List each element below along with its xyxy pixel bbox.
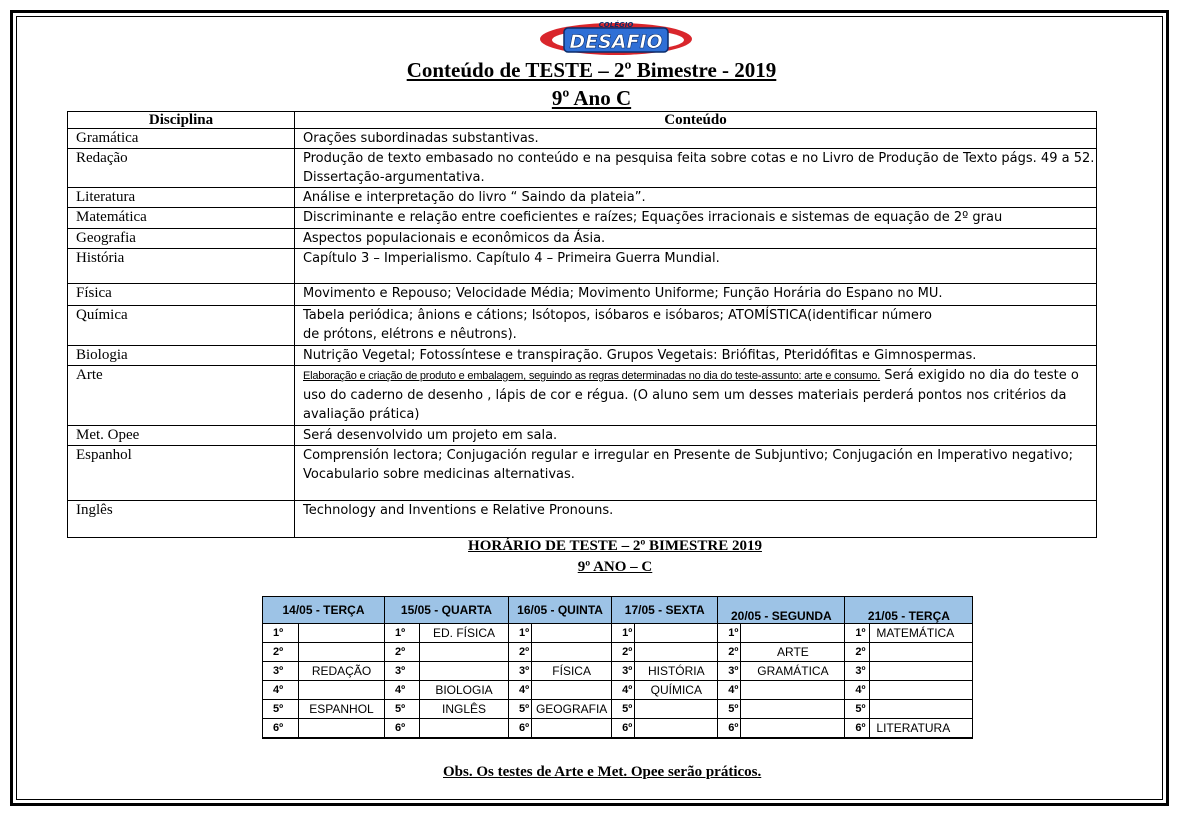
school-logo xyxy=(538,17,694,57)
content-line: de prótons, elétrons e nêutrons). xyxy=(303,327,517,342)
period-cell: 6º xyxy=(509,719,532,739)
content-cell: Análise e interpretação do livro “ Saindo da plateia”. xyxy=(295,188,1097,208)
period-cell: 1º xyxy=(845,624,870,643)
subject-cell: Biologia xyxy=(68,346,295,366)
content-line: Tabela periódica; ânions e cátions; Isótopos, isóbaros e isóbaros; ATOMÍSTICA(identificar número xyxy=(303,308,932,323)
content-cell: Comprensión lectora; Conjugación regular e irregular en Presente de Subjuntivo; Conjugación en Imperativo negativo; Vocabulario sobre medicinas alternativas. xyxy=(295,446,1097,501)
period-cell: 3º xyxy=(845,662,870,681)
content-table xyxy=(67,111,1097,538)
subject-slot: INGLÊS xyxy=(420,700,509,719)
period-cell: 5º xyxy=(612,700,635,719)
subject-slot: FÍSICA xyxy=(532,662,612,681)
subject-slot xyxy=(420,719,509,739)
content-cell: Movimento e Repouso; Velocidade Média; Movimento Uniforme; Função Horária do Espano no MU. xyxy=(295,284,1097,306)
subject-cell: Redação xyxy=(68,149,295,188)
subject-slot xyxy=(870,681,973,700)
period-cell: 6º xyxy=(263,719,299,739)
content-cell: Será desenvolvido um projeto em sala. xyxy=(295,426,1097,446)
table-row xyxy=(68,306,1097,346)
subject-cell: Espanhol xyxy=(68,446,295,501)
content-cell xyxy=(295,366,1097,426)
period-cell: 4º xyxy=(263,681,299,700)
period-cell: 6º xyxy=(385,719,420,739)
header-disciplina: Disciplina xyxy=(68,112,295,129)
table-row xyxy=(263,681,973,700)
subject-slot: ARTE xyxy=(741,643,845,662)
day-header: 15/05 - QUARTA xyxy=(385,597,509,624)
subject-slot: HISTÓRIA xyxy=(635,662,718,681)
subject-slot: ED. FÍSICA xyxy=(420,624,509,643)
subject-slot: MATEMÁTICA xyxy=(870,624,973,643)
period-cell: 5º xyxy=(509,700,532,719)
subject-slot xyxy=(635,719,718,739)
subject-slot xyxy=(741,681,845,700)
logo-name: DESAFIO xyxy=(569,31,663,53)
subject-slot xyxy=(532,681,612,700)
subject-cell: Inglês xyxy=(68,501,295,538)
period-cell: 6º xyxy=(845,719,870,739)
content-cell: Produção de texto embasado no conteúdo e na pesquisa feita sobre cotas e no Livro de Produção de Texto págs. 49 a 52. Dissertação-argumentativa. xyxy=(295,149,1097,188)
table-row xyxy=(68,249,1097,284)
content-cell: Orações subordinadas substantivas. xyxy=(295,129,1097,149)
table-row xyxy=(68,346,1097,366)
day-header: 21/05 - TERÇA xyxy=(845,597,973,624)
content-cell: Technology and Inventions e Relative Pronouns. xyxy=(295,501,1097,538)
content-cell: Aspectos populacionais e econômicos da Ásia. xyxy=(295,229,1097,249)
schedule-class: 9º ANO – C xyxy=(577,559,653,575)
period-cell: 5º xyxy=(263,700,299,719)
subject-cell: História xyxy=(68,249,295,284)
content-underlined: Elaboração e criação de produto e embalagem, seguindo as regras determinadas no dia do teste-assunto: arte e consumo. xyxy=(303,370,881,382)
table-row xyxy=(263,643,973,662)
subject-slot xyxy=(870,643,973,662)
table-row xyxy=(68,426,1097,446)
subject-slot: BIOLOGIA xyxy=(420,681,509,700)
table-row xyxy=(68,446,1097,501)
table-row xyxy=(68,129,1097,149)
subject-slot xyxy=(741,719,845,739)
content-text: Será exigido no dia do teste o uso do caderno de desenho , lápis de cor e régua. (O aluno sem um desses materiais perderá pontos nos critérios da avaliação prática) xyxy=(303,368,1079,422)
subject-cell: Geografia xyxy=(68,229,295,249)
subject-slot xyxy=(299,681,385,700)
schedule-header-row xyxy=(263,597,973,624)
period-cell: 5º xyxy=(845,700,870,719)
subject-cell: Matemática xyxy=(68,208,295,229)
subject-slot xyxy=(870,700,973,719)
table-row xyxy=(263,624,973,643)
period-cell: 2º xyxy=(263,643,299,662)
schedule-body xyxy=(263,624,973,739)
period-cell: 6º xyxy=(612,719,635,739)
subject-slot: QUÍMICA xyxy=(635,681,718,700)
period-cell: 2º xyxy=(509,643,532,662)
period-cell: 4º xyxy=(845,681,870,700)
content-header-row xyxy=(68,112,1097,129)
subject-slot: GRAMÁTICA xyxy=(741,662,845,681)
period-cell: 2º xyxy=(385,643,420,662)
schedule-table xyxy=(262,596,973,739)
subject-slot xyxy=(635,700,718,719)
subject-slot xyxy=(299,643,385,662)
table-row xyxy=(263,662,973,681)
content-cell: Capítulo 3 – Imperialismo. Capítulo 4 – Primeira Guerra Mundial. xyxy=(295,249,1097,284)
subject-slot xyxy=(635,624,718,643)
period-cell: 3º xyxy=(612,662,635,681)
subject-slot xyxy=(870,662,973,681)
subject-slot xyxy=(299,719,385,739)
subject-slot xyxy=(741,624,845,643)
subject-cell: Física xyxy=(68,284,295,306)
subject-slot xyxy=(532,624,612,643)
table-row xyxy=(263,700,973,719)
subject-slot: LITERATURA xyxy=(870,719,973,739)
table-row xyxy=(68,284,1097,306)
period-cell: 1º xyxy=(509,624,532,643)
subject-slot xyxy=(635,643,718,662)
content-cell xyxy=(295,306,1097,346)
period-cell: 2º xyxy=(718,643,741,662)
day-header: 20/05 - SEGUNDA xyxy=(718,597,845,624)
table-row xyxy=(68,208,1097,229)
period-cell: 4º xyxy=(612,681,635,700)
period-cell: 1º xyxy=(263,624,299,643)
period-cell: 5º xyxy=(718,700,741,719)
content-cell: Nutrição Vegetal; Fotossíntese e transpiração. Grupos Vegetais: Briófitas, Pteridófitas e Gimnospermas. xyxy=(295,346,1097,366)
period-cell: 4º xyxy=(509,681,532,700)
period-cell: 3º xyxy=(718,662,741,681)
subject-slot xyxy=(420,643,509,662)
class-title: 9º Ano C xyxy=(551,86,632,110)
subject-cell: Química xyxy=(68,306,295,346)
period-cell: 3º xyxy=(509,662,532,681)
table-row xyxy=(68,366,1097,426)
period-cell: 5º xyxy=(385,700,420,719)
period-cell: 3º xyxy=(263,662,299,681)
period-cell: 4º xyxy=(718,681,741,700)
day-header: 16/05 - QUINTA xyxy=(509,597,612,624)
subject-cell: Met. Opee xyxy=(68,426,295,446)
subject-slot xyxy=(299,624,385,643)
table-row xyxy=(263,719,973,739)
subject-cell: Gramática xyxy=(68,129,295,149)
period-cell: 6º xyxy=(718,719,741,739)
schedule-title: HORÁRIO DE TESTE – 2º BIMESTRE 2019 xyxy=(468,538,762,554)
subject-slot xyxy=(532,643,612,662)
table-row xyxy=(68,149,1097,188)
period-cell: 3º xyxy=(385,662,420,681)
period-cell: 1º xyxy=(612,624,635,643)
header-conteudo: Conteúdo xyxy=(295,112,1097,129)
table-row xyxy=(68,188,1097,208)
table-row xyxy=(68,229,1097,249)
period-cell: 2º xyxy=(845,643,870,662)
observation-note: Obs. Os testes de Arte e Met. Opee serão práticos. xyxy=(443,764,762,780)
subject-slot: GEOGRAFIA xyxy=(532,700,612,719)
period-cell: 4º xyxy=(385,681,420,700)
subject-cell: Arte xyxy=(68,366,295,426)
table-row xyxy=(68,501,1097,538)
subject-slot: REDAÇÃO xyxy=(299,662,385,681)
subject-slot xyxy=(741,700,845,719)
subject-cell: Literatura xyxy=(68,188,295,208)
subject-slot xyxy=(420,662,509,681)
page-title: Conteúdo de TESTE – 2º Bimestre - 2019 xyxy=(406,58,777,82)
subject-slot: ESPANHOL xyxy=(299,700,385,719)
day-header: 14/05 - TERÇA xyxy=(263,597,385,624)
period-cell: 1º xyxy=(385,624,420,643)
content-cell: Discriminante e relação entre coeficientes e raízes; Equações irracionais e sistemas de equação de 2º grau xyxy=(295,208,1097,229)
period-cell: 1º xyxy=(718,624,741,643)
subject-slot xyxy=(532,719,612,739)
day-header: 17/05 - SEXTA xyxy=(612,597,718,624)
period-cell: 2º xyxy=(612,643,635,662)
logo-small-text: COLÉGIO xyxy=(598,21,634,29)
